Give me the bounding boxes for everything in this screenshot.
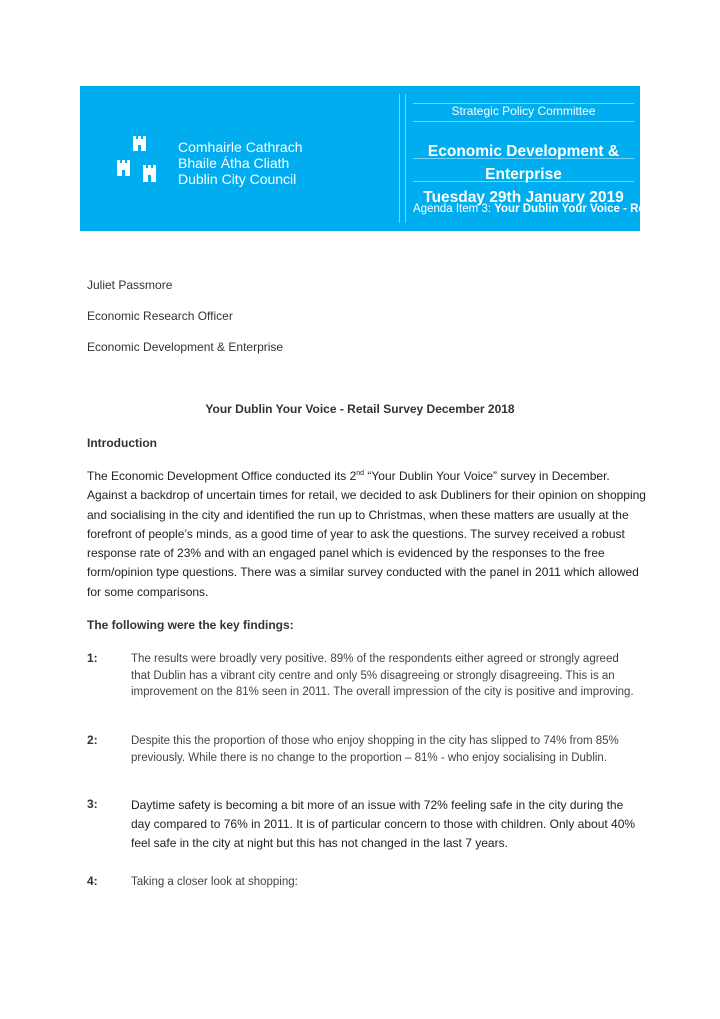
header-banner [80,86,703,231]
council-name-irish-2: Bhaile Átha Cliath [178,155,290,171]
council-name-english: Dublin City Council [178,171,297,187]
intro-paragraph [87,467,647,602]
finding-number: 1: [87,651,98,665]
banner-rule [413,121,634,122]
finding-number: 4: [87,874,98,888]
finding-text: Despite this the proportion of those who enjoy shopping in the city has slipped to 74% from 85% previously. While there is no change to the proportion – 81% - who enjoy socialising in Dublin. [131,735,619,764]
agenda-title: Your Dublin Your Voice - Retail Survey [494,203,703,215]
dublin-castles-logo-icon [108,134,168,194]
intro-text-rest: “Your Dublin Your Voice” survey in December. Against a backdrop of uncertain times for retail, we decided to ask Dubliners for their opinion on shopping and socialising in the city and identified the run up to Christmas, when these matters are usually at the forefront of people’s minds, as a good time of year to ask the questions. The survey received a robust response rate of 23% and with an engaged panel which is evidenced by the responses to the free form/opinion type questions. There was a similar survey conducted with the panel in 2011 which allowed for some comparisons. [87,469,646,599]
intro-text-start: The Economic Development Office conducted its 2 [87,469,357,483]
banner-divider [399,94,400,223]
finding-number: 3: [87,797,98,811]
author-name: Juliet Passmore [87,278,173,292]
author-role: Economic Research Officer [87,309,233,323]
banner-divider [405,94,406,223]
agenda-item [413,203,703,215]
meeting-title-line1: Economic Development & Enterprise [427,143,620,183]
finding-number: 2: [87,733,98,747]
agenda-prefix: Agenda Item 3: [413,203,495,215]
intro-superscript: nd [356,470,365,477]
meeting-title [413,140,634,209]
intro-heading: Introduction [87,436,157,450]
council-name-irish-1: Comhairle Cathrach [178,139,303,155]
findings-heading: The following were the key findings: [87,618,294,632]
author-department: Economic Development & Enterprise [87,340,284,354]
meeting-date: Tuesday 29th January 2019 [423,189,624,206]
finding-text: The results were broadly very positive. 89% of the respondents either agreed or strongly agreed that Dublin has a vibrant city centre and only 5% disagreeing or strongly disagreeing. This is an improvement on the 81% seen in 2011. The overall impression of the city is positive and improving. [131,653,634,698]
finding-text: Taking a closer look at shopping: [131,876,298,888]
committee-name: Strategic Policy Committee [451,104,596,118]
document-title: Your Dublin Your Voice - Retail Survey December 2018 [205,402,515,416]
council-name [178,139,303,187]
finding-text: Daytime safety is becoming a bit more of an issue with 72% feeling safe in the city during the day compared to 76% in 2011. It is of particular concern to those with children. Only about 40% feel safe in the city at night but this has not changed in the last 7 years. [131,798,636,850]
